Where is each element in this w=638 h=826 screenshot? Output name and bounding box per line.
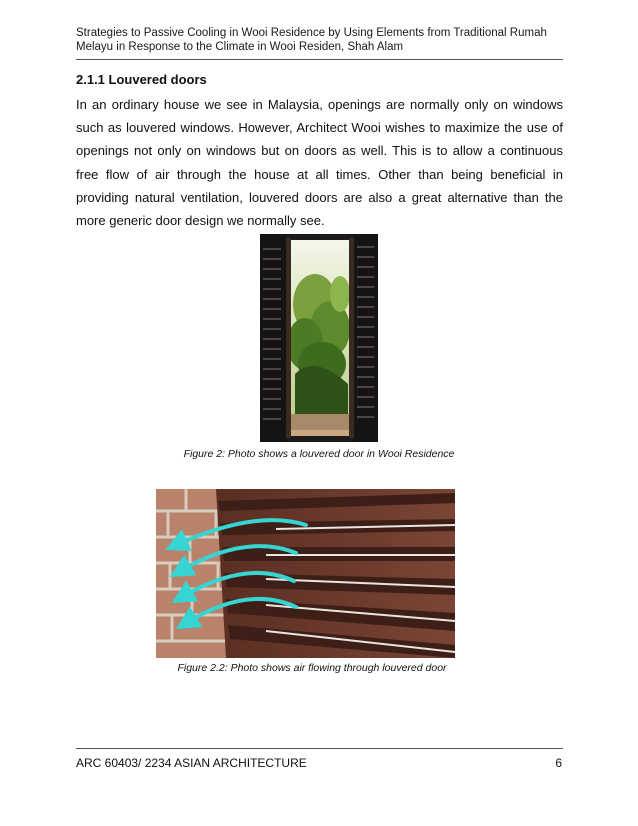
page-number: 6	[555, 756, 562, 770]
body-paragraph: In an ordinary house we see in Malaysia, openings are normally only on windows such as louvered windows. However, Architect Wooi wishes to maximize the use of openings not only on windows but on doors as well. This is to allow a continuous free flow of air through the house at all times. Other than being beneficial in providing natural ventilation, louvered doors are also a great alternative than the more generic door design we normally see.	[76, 97, 563, 229]
header-title-line-1: Strategies to Passive Cooling in Wooi Residence by Using Elements from Traditional Rumah	[76, 27, 547, 39]
section-heading: 2.1.1 Louvered doors	[76, 72, 207, 87]
figure-2-2-caption: Figure 2.2: Photo shows air flowing through louvered door	[177, 662, 447, 674]
air-flow-louver-photo	[156, 489, 455, 658]
figure-2-caption: Figure 2: Photo shows a louvered door in Wooi Residence	[183, 448, 455, 460]
footer-course: ARC 60403/ 2234 ASIAN ARCHITECTURE	[76, 756, 307, 770]
header-title-line-2: Melayu in Response to the Climate in Wooi Residen, Shah Alam	[76, 41, 404, 53]
running-header	[76, 26, 562, 54]
footer-divider	[76, 748, 563, 749]
louvered-door-photo	[260, 234, 378, 442]
header-divider	[76, 59, 563, 60]
